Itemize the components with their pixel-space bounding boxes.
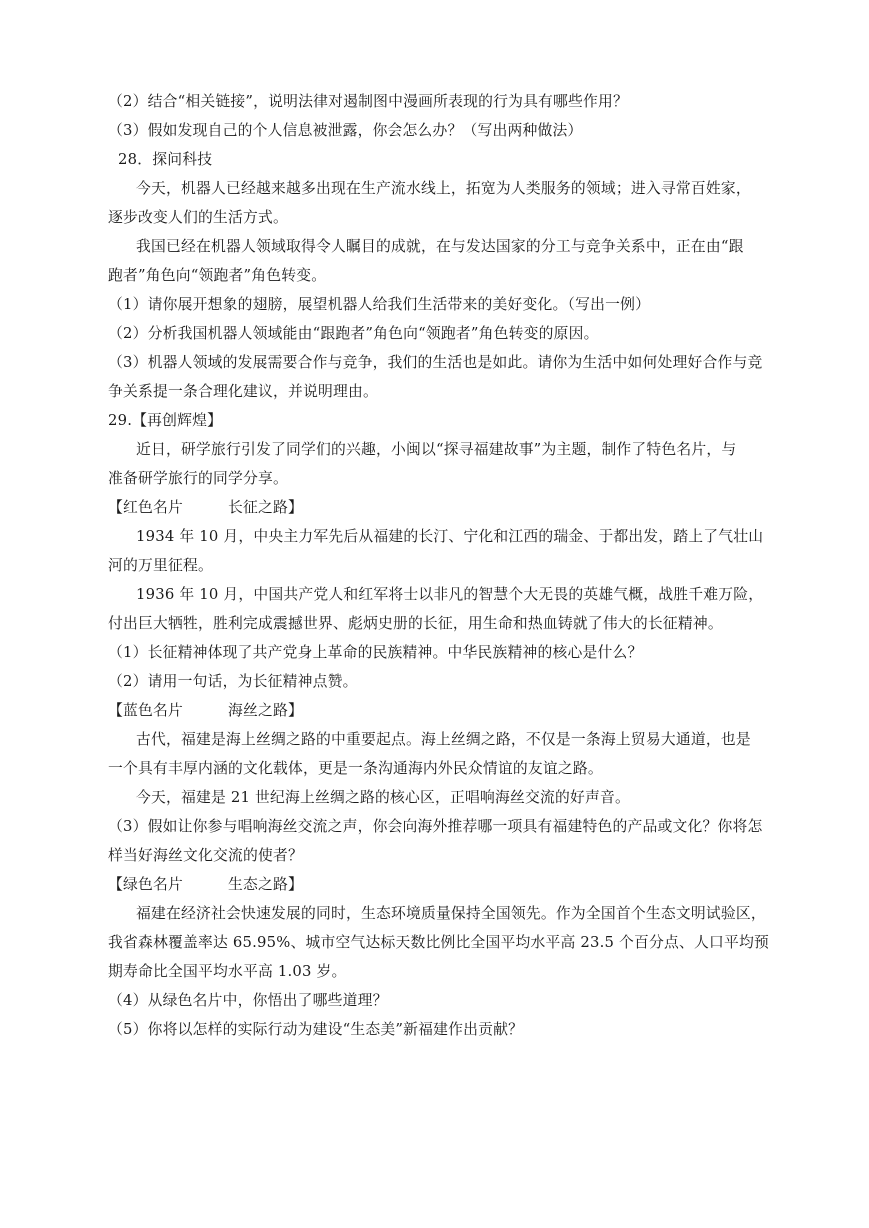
green-card-heading: 【绿色名片 生态之路】 xyxy=(108,876,303,893)
green-card-paragraph-1-end: 期寿命比全国平均水平高 1.03 岁。 xyxy=(108,963,347,980)
q28-paragraph-2: 我国已经在机器人领域取得令人瞩目的成就，在与发达国家的分工与竞争关系中，正在由“跟 xyxy=(136,238,744,255)
q29-sub3: （3）假如让你参与唱响海丝交流之声，你会向海外推荐哪一项具有福建特色的产品或文化？你将怎 xyxy=(108,818,763,835)
q27-sub2: （2）结合“相关链接”，说明法律对遏制图中漫画所表现的行为具有哪些作用？ xyxy=(108,93,629,110)
q29-sub5: （5）你将以怎样的实际行动为建设“生态美”新福建作出贡献？ xyxy=(108,1021,524,1038)
green-card-paragraph-1-cont: 我省森林覆盖率达 65.95%、城市空气达标天数比例比全国平均水平高 23.5 个百分点、人口平均预 xyxy=(108,934,769,951)
q28-paragraph-1-cont: 逐步改变人们的生活方式。 xyxy=(108,209,288,226)
red-card-paragraph-1: 1934 年 10 月，中央主力军先后从福建的长汀、宁化和江西的瑞金、于都出发，踏上了气壮山 xyxy=(136,528,764,545)
q27-sub3: （3）假如发现自己的个人信息被泄露，你会怎么办？（写出两种做法） xyxy=(108,122,583,139)
red-card-heading: 【红色名片 长征之路】 xyxy=(108,499,303,516)
q29-heading: 29.【再创辉煌】 xyxy=(108,412,223,429)
q28-sub2: （2）分析我国机器人领域能由“跟跑者”角色向“领跑者”角色转变的原因。 xyxy=(108,325,599,342)
blue-card-heading: 【蓝色名片 海丝之路】 xyxy=(108,702,303,719)
q29-sub3-cont: 样当好海丝文化交流的使者？ xyxy=(108,847,303,864)
q28-paragraph-2-cont: 跑者”角色向“领跑者”角色转变。 xyxy=(108,267,327,284)
red-card-paragraph-2-cont: 付出巨大牺牲，胜利完成震撼世界、彪炳史册的长征，用生命和热血铸就了伟大的长征精神。 xyxy=(108,615,723,632)
q29-sub2: （2）请用一句话，为长征精神点赞。 xyxy=(108,673,358,690)
red-card-paragraph-2: 1936 年 10 月，中国共产党人和红军将士以非凡的智慧个大无畏的英雄气概，战胜千难万险， xyxy=(136,586,764,603)
q29-intro: 近日，研学旅行引发了同学们的兴趣，小闽以“探寻福建故事”为主题，制作了特色名片，与 xyxy=(136,441,737,458)
q29-intro-cont: 准备研学旅行的同学分享。 xyxy=(108,470,288,487)
blue-card-paragraph-1-cont: 一个具有丰厚内涵的文化载体，更是一条沟通海内外民众情谊的友谊之路。 xyxy=(108,760,603,777)
blue-card-paragraph-1: 古代，福建是海上丝绸之路的中重要起点。海上丝绸之路，不仅是一条海上贸易大通道，也是 xyxy=(136,731,751,748)
q28-heading: 28．探问科技 xyxy=(118,151,213,168)
q28-sub3-cont: 争关系提一条合理化建议，并说明理由。 xyxy=(108,383,378,400)
q29-sub1: （1）长征精神体现了共产党身上革命的民族精神。中华民族精神的核心是什么？ xyxy=(108,644,643,661)
red-card-paragraph-1-cont: 河的万里征程。 xyxy=(108,557,213,574)
blue-card-paragraph-2: 今天，福建是 21 世纪海上丝绸之路的核心区，正唱响海丝交流的好声音。 xyxy=(136,789,630,806)
q28-sub3: （3）机器人领域的发展需要合作与竞争，我们的生活也是如此。请你为生活中如何处理好合作与竞 xyxy=(108,354,763,371)
q29-sub4: （4）从绿色名片中，你悟出了哪些道理？ xyxy=(108,992,388,1009)
q28-paragraph-1: 今天，机器人已经越来越多出现在生产流水线上，拓宽为人类服务的领域；进入寻常百姓家， xyxy=(136,180,751,197)
green-card-paragraph-1: 福建在经济社会快速发展的同时，生态环境质量保持全国领先。作为全国首个生态文明试验区， xyxy=(136,905,766,922)
q28-sub1: （1）请你展开想象的翅膀，展望机器人给我们生活带来的美好变化。（写出一例） xyxy=(108,296,651,313)
